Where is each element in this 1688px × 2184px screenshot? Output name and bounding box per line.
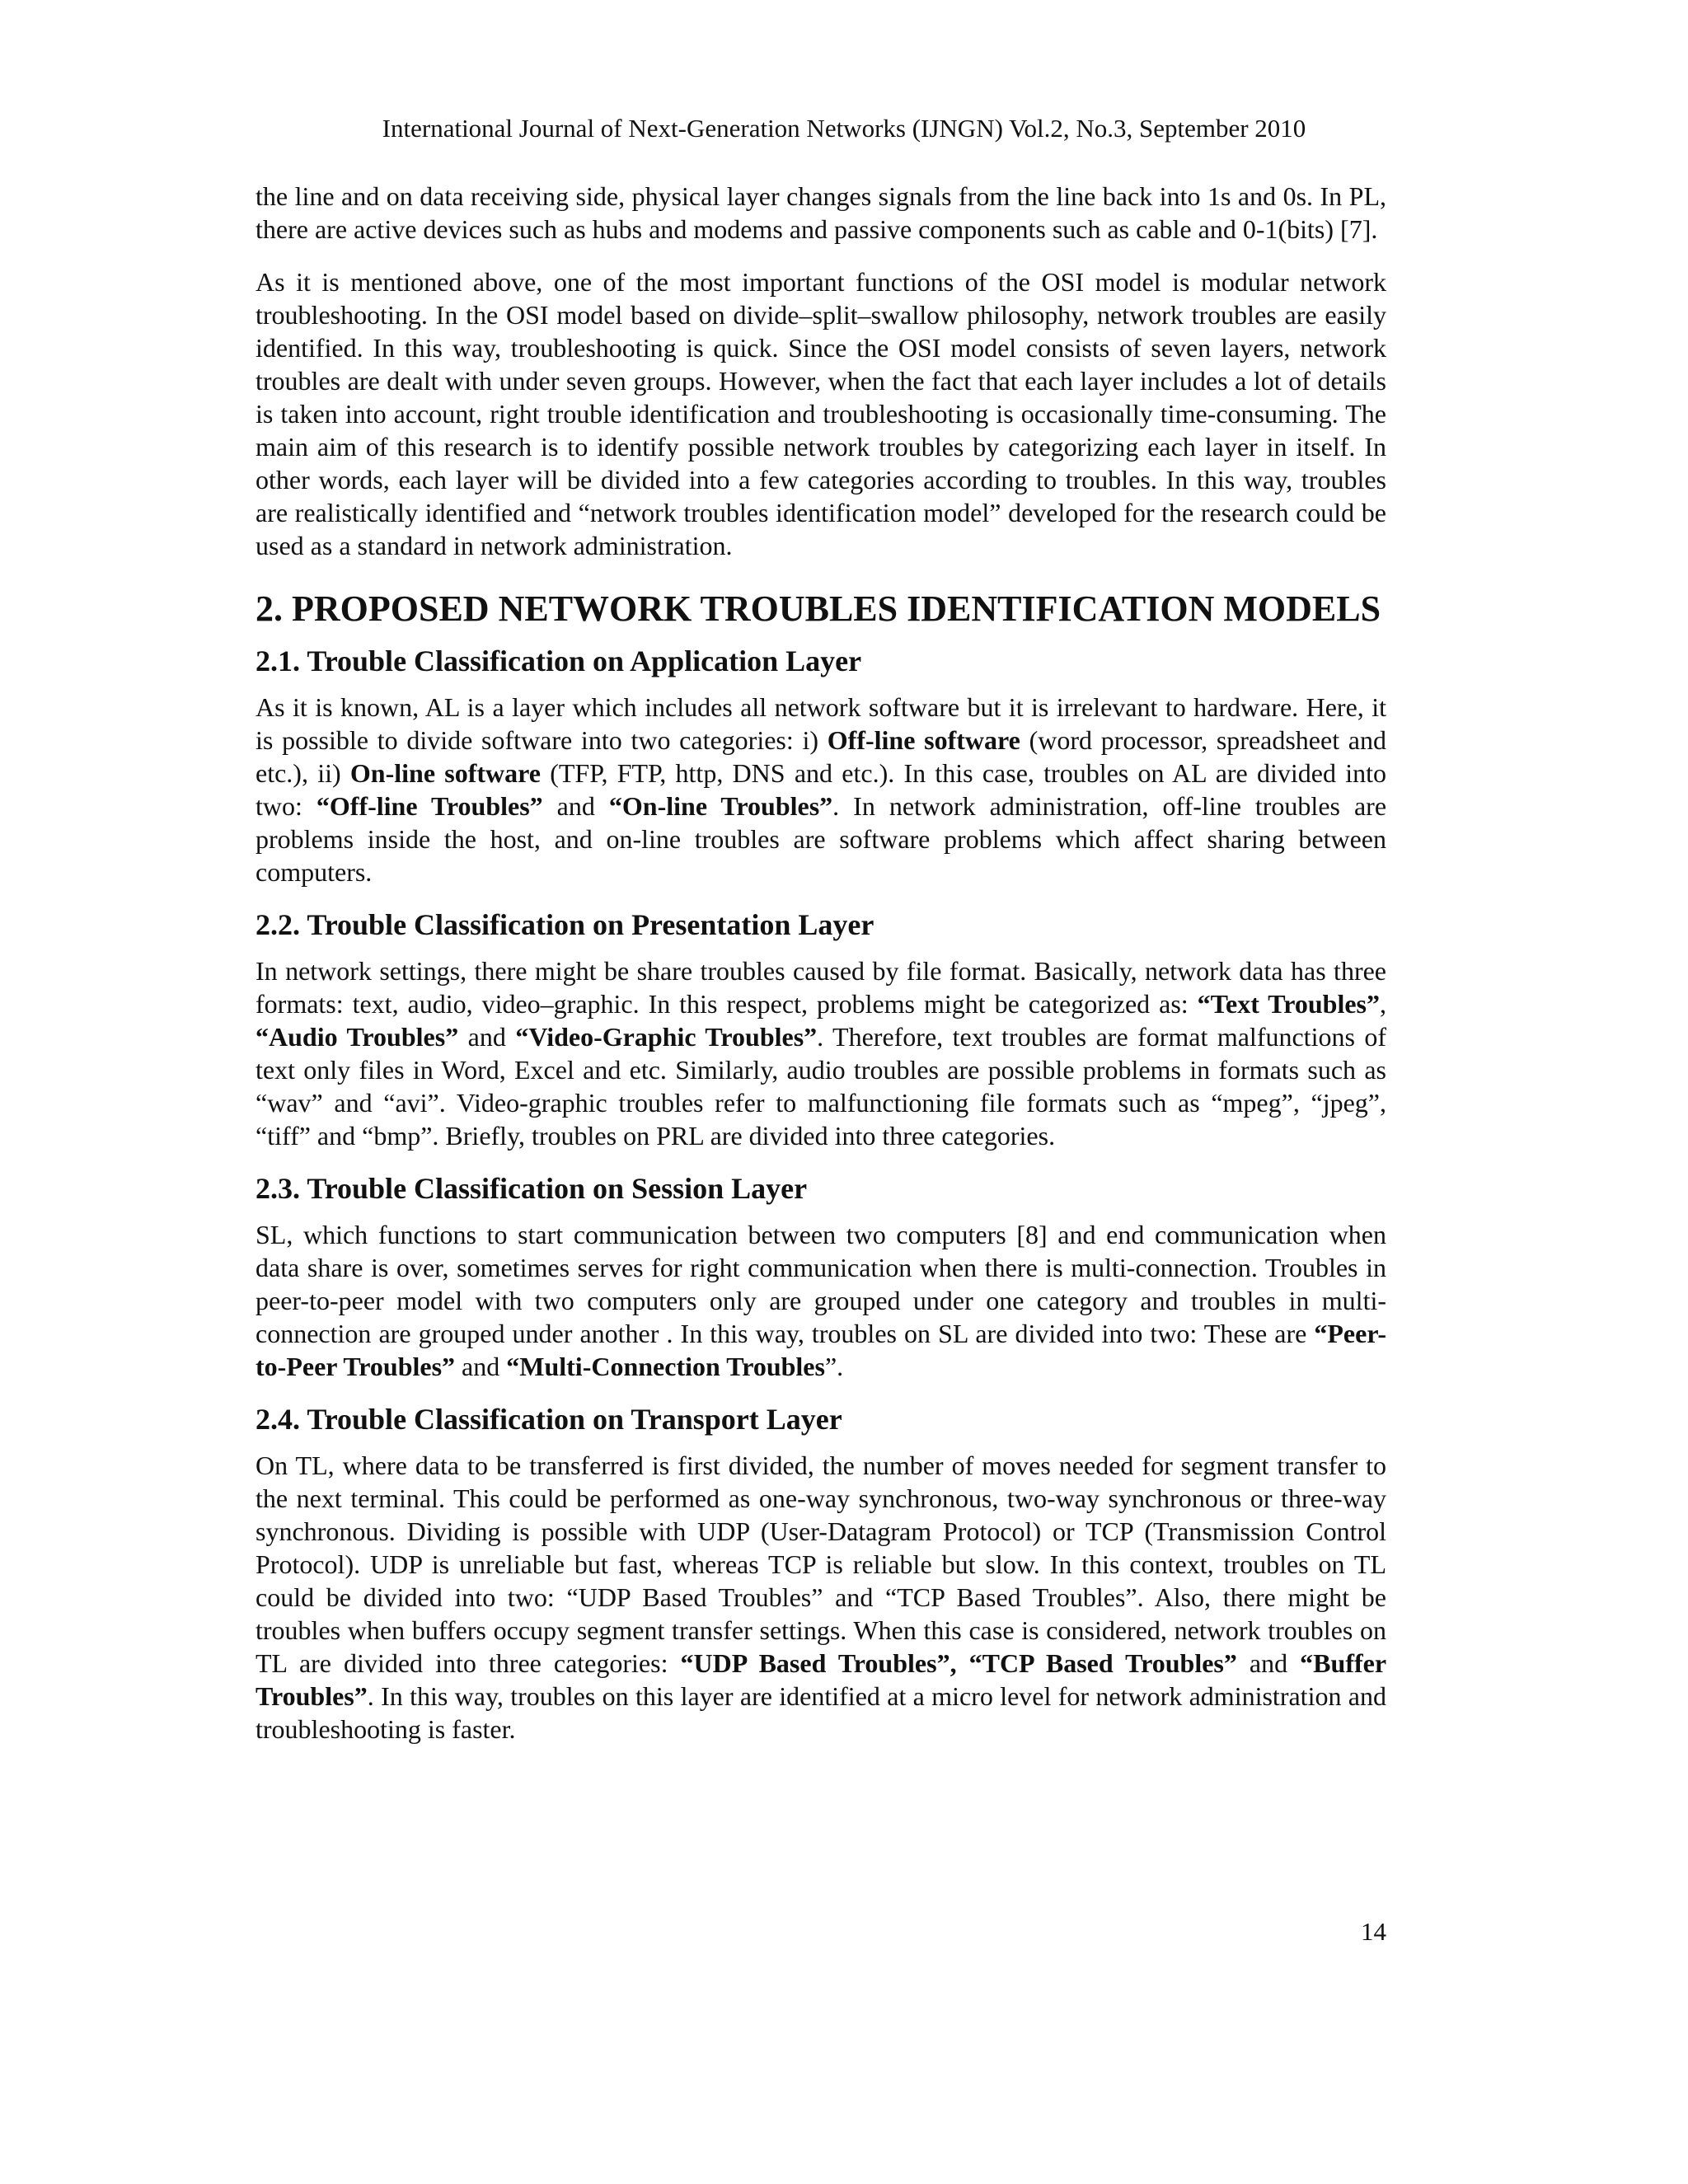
- bold-term: On-line software: [349, 758, 541, 788]
- text-run: ”.: [824, 1352, 844, 1381]
- text-run: As it is known, AL is a layer which includes all network software but it is irrelevant to hardware. Here, it is possible to divide software into two categories: i): [256, 692, 1386, 755]
- subsection-2-3-paragraph: [256, 1218, 1386, 1383]
- bold-term: Off-line software: [827, 725, 1020, 755]
- text-run: ,: [1380, 989, 1387, 1019]
- text-run: On TL, where data to be transferred is first divided, the number of moves needed for segment transfer to the next terminal. This could be performed as one-way synchronous, two-way synchronous or three-way synchronous. Dividing is possible with UDP (User-Datagram Protocol) or TCP (Transmission Control Protocol). UDP is unreliable but fast, whereas TCP is reliable but slow. In this context, troubles on TL could be divided into two: “UDP Based Troubles” and “TCP Based Troubles”. Also, there might be troubles when buffers occupy segment transfer settings. When this case is considered, network troubles on TL are divided into three categories:: [256, 1451, 1386, 1678]
- bold-term: “Peer-to-Peer Troubles”: [256, 1319, 1386, 1381]
- bold-term: “UDP Based Troubles”, “TCP Based Troubles”: [680, 1648, 1237, 1678]
- text-run: . In this way, troubles on this layer are identified at a micro level for network administration and troubleshooting is faster.: [256, 1681, 1386, 1744]
- subsection-2-2-heading: 2.2. Trouble Classification on Presentation Layer: [256, 908, 874, 941]
- text-run: In network settings, there might be share troubles caused by file format. Basically, network data has three formats: text, audio, video–graphic. In this respect, problems might be categorized as:: [256, 956, 1386, 1019]
- bold-term: “Text Troubles”: [1197, 989, 1381, 1019]
- running-header: International Journal of Next-Generation Networks (IJNGN) Vol.2, No.3, September 2010: [382, 114, 1306, 143]
- text-run: SL, which functions to start communication between two computers [8] and end communication when data share is over, sometimes serves for right communication when there is multi-connection. Troubles in peer-to-peer model with two computers only are grouped under one category and troubles in multi-connection are grouped under another . In this way, troubles on SL are divided into two: These are: [256, 1220, 1386, 1348]
- page-number: 14: [1361, 1917, 1386, 1946]
- bold-term: “Off-line Troubles”: [316, 791, 543, 821]
- subsection-2-2-paragraph: [256, 954, 1386, 1152]
- text-run: and: [455, 1352, 507, 1381]
- subsection-2-1-paragraph: [256, 691, 1386, 888]
- subsection-2-4-heading: 2.4. Trouble Classification on Transport Layer: [256, 1403, 842, 1436]
- intro-paragraph-2: As it is mentioned above, one of the most important functions of the OSI model is modular network troubleshooting. In the OSI model based on divide–split–swallow philosophy, network troubles are easily identified. In this way, troubleshooting is quick. Since the OSI model consists of seven layers, network troubles are dealt with under seven groups. However, when the fact that each layer includes a lot of details is taken into account, right trouble identification and troubleshooting is occasionally time-consuming. The main aim of this research is to identify possible network troubles by categorizing each layer in itself. In other words, each layer will be divided into a few categories according to troubles. In this way, troubles are realistically identified and “network troubles identification model” developed for the research could be used as a standard in network administration.: [256, 267, 1386, 560]
- bold-term: “On-line Troubles”: [608, 791, 833, 821]
- text-run: . Therefore, text troubles are format malfunctions of text only files in Word, Excel and etc. Similarly, audio troubles are possible problems in formats such as “wav” and “avi”. Video-graphic troubles refer to malfunctioning file formats such as “mpeg”, “jpeg”, “tiff” and “bmp”. Briefly, troubles on PRL are divided into three categories.: [256, 1022, 1387, 1151]
- text-run: (TFP, FTP, http, DNS and etc.). In this case, troubles on AL are divided into two:: [256, 758, 1387, 821]
- page-body: [256, 180, 1386, 1764]
- bold-term: “Video-Graphic Troubles”: [515, 1022, 818, 1052]
- text-run: and: [458, 1022, 516, 1052]
- bold-term: “Buffer Troubles”: [256, 1648, 1387, 1711]
- text-run: . In network administration, off-line troubles are problems inside the host, and on-line troubles are software problems which affect sharing between computers.: [256, 791, 1387, 887]
- intro-paragraph-1: the line and on data receiving side, physical layer changes signals from the line back into 1s and 0s. In PL, there are active devices such as hubs and modems and passive components such as cable and 0-1(bits) [7].: [256, 181, 1386, 244]
- subsection-2-1-heading: 2.1. Trouble Classification on Application Layer: [256, 644, 862, 677]
- subsection-2-4-paragraph: [256, 1449, 1386, 1746]
- text-run: (word processor, spreadsheet and etc.), ii): [256, 725, 1387, 788]
- text-run: and: [1236, 1648, 1301, 1678]
- text-run: and: [542, 791, 609, 821]
- subsection-2-3-heading: 2.3. Trouble Classification on Session Layer: [256, 1172, 808, 1205]
- bold-term: “Audio Troubles”: [256, 1022, 459, 1052]
- section-2-heading: 2. PROPOSED NETWORK TROUBLES IDENTIFICATION MODELS: [256, 588, 1381, 629]
- bold-term: “Multi-Connection Troubles: [506, 1352, 825, 1381]
